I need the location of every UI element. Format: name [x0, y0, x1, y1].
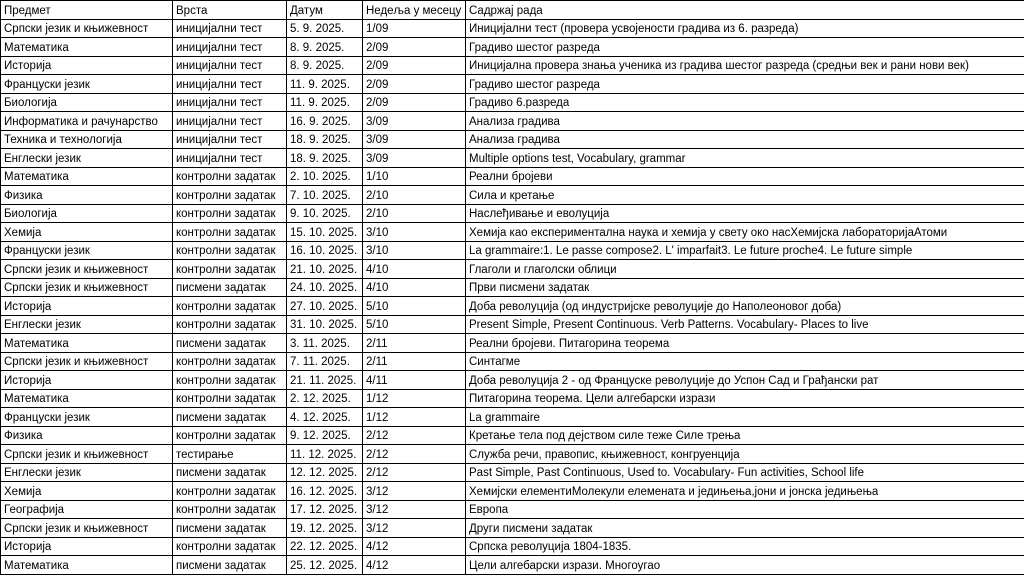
- cell-content[interactable]: Европа: [466, 500, 1024, 519]
- cell-date[interactable]: 7. 10. 2025.: [287, 186, 363, 205]
- cell-type[interactable]: контролни задатак: [173, 389, 287, 408]
- table-row: [1, 112, 1024, 131]
- table-row: [1, 426, 1024, 445]
- cell-subject[interactable]: Хемија: [1, 482, 173, 501]
- table-row: [1, 19, 1024, 38]
- cell-content[interactable]: Multiple options test, Vocabulary, grammar: [466, 149, 1024, 168]
- cell-content[interactable]: Кретање тела под дејством силе теже Силе трења: [466, 426, 1024, 445]
- cell-week[interactable]: 4/12: [363, 556, 466, 575]
- cell-content[interactable]: Градиво 6.разреда: [466, 93, 1024, 112]
- cell-date[interactable]: 9. 10. 2025.: [287, 204, 363, 223]
- cell-week[interactable]: 3/09: [363, 130, 466, 149]
- cell-type[interactable]: контролни задатак: [173, 260, 287, 279]
- cell-date[interactable]: 21. 11. 2025.: [287, 371, 363, 390]
- cell-type[interactable]: контролни задатак: [173, 371, 287, 390]
- table-row: [1, 75, 1024, 94]
- table-row: [1, 500, 1024, 519]
- table-row: [1, 408, 1024, 427]
- cell-content[interactable]: Анализа градива: [466, 112, 1024, 131]
- cell-week[interactable]: 2/11: [363, 352, 466, 371]
- cell-subject[interactable]: Француски језик: [1, 75, 173, 94]
- cell-content[interactable]: Иницијална провера знања ученика из градива шестог разреда (средњи век и рани нови век): [466, 56, 1024, 75]
- cell-week[interactable]: 3/09: [363, 149, 466, 168]
- cell-week[interactable]: 4/10: [363, 260, 466, 279]
- cell-type[interactable]: контролни задатак: [173, 204, 287, 223]
- cell-subject[interactable]: Техника и технологија: [1, 130, 173, 149]
- cell-content[interactable]: Хемија као експериментална наука и хемија у свету око насХемијска лабораторијаАтоми: [466, 223, 1024, 242]
- cell-date[interactable]: 18. 9. 2025.: [287, 130, 363, 149]
- cell-week[interactable]: 5/10: [363, 297, 466, 316]
- cell-week[interactable]: 3/09: [363, 112, 466, 131]
- cell-subject[interactable]: Француски језик: [1, 408, 173, 427]
- cell-type[interactable]: иницијални тест: [173, 130, 287, 149]
- table-row: [1, 278, 1024, 297]
- table-body: [1, 1, 1024, 575]
- header-subject[interactable]: Предмет: [1, 1, 173, 20]
- cell-content[interactable]: Иницијални тест (провера усвојености градива из 6. разреда): [466, 19, 1024, 38]
- table-row: [1, 315, 1024, 334]
- header-row: [1, 1, 1024, 20]
- cell-content[interactable]: Хемијски елементиМолекули елемената и једињења,јони и јонска једињења: [466, 482, 1024, 501]
- table-row: [1, 556, 1024, 575]
- table-row: [1, 130, 1024, 149]
- cell-date[interactable]: 8. 9. 2025.: [287, 56, 363, 75]
- cell-content[interactable]: Наслеђивање и еволуција: [466, 204, 1024, 223]
- cell-date[interactable]: 2. 10. 2025.: [287, 167, 363, 186]
- cell-subject[interactable]: Српски језик и књижевност: [1, 445, 173, 464]
- cell-date[interactable]: 25. 12. 2025.: [287, 556, 363, 575]
- table-row: [1, 389, 1024, 408]
- cell-date[interactable]: 24. 10. 2025.: [287, 278, 363, 297]
- header-week[interactable]: Недеља у месецу: [363, 1, 466, 20]
- cell-date[interactable]: 11. 12. 2025.: [287, 445, 363, 464]
- cell-type[interactable]: иницијални тест: [173, 93, 287, 112]
- cell-subject[interactable]: Географија: [1, 500, 173, 519]
- cell-week[interactable]: 1/10: [363, 167, 466, 186]
- cell-date[interactable]: 2. 12. 2025.: [287, 389, 363, 408]
- cell-date[interactable]: 22. 12. 2025.: [287, 537, 363, 556]
- cell-type[interactable]: писмени задатак: [173, 556, 287, 575]
- table-row: [1, 241, 1024, 260]
- cell-date[interactable]: 7. 11. 2025.: [287, 352, 363, 371]
- cell-type[interactable]: писмени задатак: [173, 334, 287, 353]
- cell-type[interactable]: контролни задатак: [173, 537, 287, 556]
- cell-date[interactable]: 15. 10. 2025.: [287, 223, 363, 242]
- cell-content[interactable]: Цели алгебарски изрази. Многоугао: [466, 556, 1024, 575]
- header-content[interactable]: Садржај рада: [466, 1, 1024, 20]
- cell-content[interactable]: Доба револуција 2 - од Француске револуције до Успон Сад и Грађански рат: [466, 371, 1024, 390]
- cell-date[interactable]: 9. 12. 2025.: [287, 426, 363, 445]
- cell-week[interactable]: 3/12: [363, 500, 466, 519]
- table-row: [1, 297, 1024, 316]
- cell-subject[interactable]: Физика: [1, 186, 173, 205]
- cell-content[interactable]: La grammaire:1. Le passe compose2. L' imparfait3. Le future proche4. Le future simple: [466, 241, 1024, 260]
- cell-content[interactable]: Српска револуција 1804-1835.: [466, 537, 1024, 556]
- cell-subject[interactable]: Биологија: [1, 204, 173, 223]
- cell-type[interactable]: писмени задатак: [173, 463, 287, 482]
- cell-date[interactable]: 4. 12. 2025.: [287, 408, 363, 427]
- cell-type[interactable]: контролни задатак: [173, 352, 287, 371]
- cell-date[interactable]: 21. 10. 2025.: [287, 260, 363, 279]
- cell-subject[interactable]: Историја: [1, 537, 173, 556]
- cell-week[interactable]: 3/12: [363, 482, 466, 501]
- cell-date[interactable]: 17. 12. 2025.: [287, 500, 363, 519]
- cell-type[interactable]: иницијални тест: [173, 75, 287, 94]
- cell-subject[interactable]: Математика: [1, 334, 173, 353]
- cell-subject[interactable]: Историја: [1, 56, 173, 75]
- table-row: [1, 519, 1024, 538]
- table-row: [1, 56, 1024, 75]
- cell-content[interactable]: Први писмени задатак: [466, 278, 1024, 297]
- cell-content[interactable]: Питагорина теорема. Цели алгебарски изрази: [466, 389, 1024, 408]
- cell-content[interactable]: Present Simple, Present Continuous. Verb Patterns. Vocabulary- Places to live: [466, 315, 1024, 334]
- cell-content[interactable]: Градиво шестог разреда: [466, 75, 1024, 94]
- header-date[interactable]: Датум: [287, 1, 363, 20]
- cell-week[interactable]: 3/10: [363, 241, 466, 260]
- cell-date[interactable]: 11. 9. 2025.: [287, 93, 363, 112]
- table-row: [1, 38, 1024, 57]
- table-row: [1, 167, 1024, 186]
- cell-week[interactable]: 2/10: [363, 186, 466, 205]
- cell-week[interactable]: 2/09: [363, 93, 466, 112]
- cell-content[interactable]: Past Simple, Past Continuous, Used to. Vocabulary- Fun activities, School life: [466, 463, 1024, 482]
- cell-week[interactable]: 4/12: [363, 537, 466, 556]
- cell-date[interactable]: 16. 12. 2025.: [287, 482, 363, 501]
- table-row: [1, 445, 1024, 464]
- cell-subject[interactable]: Српски језик и књижевност: [1, 278, 173, 297]
- cell-type[interactable]: контролни задатак: [173, 241, 287, 260]
- cell-subject[interactable]: Француски језик: [1, 241, 173, 260]
- cell-type[interactable]: контролни задатак: [173, 297, 287, 316]
- cell-content[interactable]: Служба речи, правопис, књижевност, конгруенција: [466, 445, 1024, 464]
- cell-type[interactable]: контролни задатак: [173, 315, 287, 334]
- cell-date[interactable]: 3. 11. 2025.: [287, 334, 363, 353]
- cell-week[interactable]: 1/12: [363, 389, 466, 408]
- header-type[interactable]: Врста: [173, 1, 287, 20]
- cell-type[interactable]: контролни задатак: [173, 500, 287, 519]
- cell-subject[interactable]: Хемија: [1, 223, 173, 242]
- cell-week[interactable]: 2/12: [363, 463, 466, 482]
- cell-week[interactable]: 2/12: [363, 445, 466, 464]
- cell-week[interactable]: 4/11: [363, 371, 466, 390]
- cell-content[interactable]: Реални бројеви: [466, 167, 1024, 186]
- cell-date[interactable]: 16. 10. 2025.: [287, 241, 363, 260]
- table-row: [1, 149, 1024, 168]
- cell-date[interactable]: 19. 12. 2025.: [287, 519, 363, 538]
- cell-content[interactable]: Градиво шестог разреда: [466, 38, 1024, 57]
- cell-type[interactable]: писмени задатак: [173, 278, 287, 297]
- cell-date[interactable]: 18. 9. 2025.: [287, 149, 363, 168]
- table-row: [1, 537, 1024, 556]
- cell-date[interactable]: 31. 10. 2025.: [287, 315, 363, 334]
- table-row: [1, 186, 1024, 205]
- cell-week[interactable]: 2/09: [363, 56, 466, 75]
- cell-type[interactable]: иницијални тест: [173, 112, 287, 131]
- cell-content[interactable]: Други писмени задатак: [466, 519, 1024, 538]
- table-row: [1, 260, 1024, 279]
- cell-subject[interactable]: Српски језик и књижевност: [1, 352, 173, 371]
- cell-type[interactable]: контролни задатак: [173, 186, 287, 205]
- cell-type[interactable]: контролни задатак: [173, 482, 287, 501]
- cell-subject[interactable]: Српски језик и књижевност: [1, 519, 173, 538]
- cell-subject[interactable]: Историја: [1, 297, 173, 316]
- cell-week[interactable]: 4/10: [363, 278, 466, 297]
- cell-content[interactable]: La grammaire: [466, 408, 1024, 427]
- cell-type[interactable]: иницијални тест: [173, 56, 287, 75]
- table-row: [1, 93, 1024, 112]
- table-row: [1, 352, 1024, 371]
- cell-content[interactable]: Анализа градива: [466, 130, 1024, 149]
- cell-subject[interactable]: Математика: [1, 556, 173, 575]
- cell-date[interactable]: 8. 9. 2025.: [287, 38, 363, 57]
- cell-week[interactable]: 3/10: [363, 223, 466, 242]
- cell-subject[interactable]: Математика: [1, 38, 173, 57]
- cell-week[interactable]: 1/09: [363, 19, 466, 38]
- cell-week[interactable]: 3/12: [363, 519, 466, 538]
- cell-subject[interactable]: Енглески језик: [1, 149, 173, 168]
- cell-subject[interactable]: Историја: [1, 371, 173, 390]
- cell-content[interactable]: Сила и кретање: [466, 186, 1024, 205]
- cell-type[interactable]: иницијални тест: [173, 149, 287, 168]
- table-row: [1, 334, 1024, 353]
- cell-date[interactable]: 16. 9. 2025.: [287, 112, 363, 131]
- cell-week[interactable]: 2/09: [363, 38, 466, 57]
- cell-subject[interactable]: Биологија: [1, 93, 173, 112]
- cell-subject[interactable]: Информатика и рачунарство: [1, 112, 173, 131]
- cell-type[interactable]: писмени задатак: [173, 408, 287, 427]
- table-row: [1, 482, 1024, 501]
- cell-subject[interactable]: Српски језик и књижевност: [1, 19, 173, 38]
- table-row: [1, 371, 1024, 390]
- cell-date[interactable]: 12. 12. 2025.: [287, 463, 363, 482]
- cell-type[interactable]: контролни задатак: [173, 167, 287, 186]
- cell-subject[interactable]: Физика: [1, 426, 173, 445]
- cell-subject[interactable]: Математика: [1, 167, 173, 186]
- cell-date[interactable]: 5. 9. 2025.: [287, 19, 363, 38]
- cell-type[interactable]: контролни задатак: [173, 223, 287, 242]
- table-row: [1, 223, 1024, 242]
- cell-date[interactable]: 27. 10. 2025.: [287, 297, 363, 316]
- cell-content[interactable]: Синтагме: [466, 352, 1024, 371]
- cell-week[interactable]: 2/12: [363, 426, 466, 445]
- cell-subject[interactable]: Енглески језик: [1, 463, 173, 482]
- cell-week[interactable]: 5/10: [363, 315, 466, 334]
- cell-subject[interactable]: Математика: [1, 389, 173, 408]
- cell-type[interactable]: писмени задатак: [173, 519, 287, 538]
- cell-week[interactable]: 2/10: [363, 204, 466, 223]
- cell-week[interactable]: 1/12: [363, 408, 466, 427]
- table-row: [1, 204, 1024, 223]
- cell-week[interactable]: 2/11: [363, 334, 466, 353]
- cell-type[interactable]: иницијални тест: [173, 38, 287, 57]
- cell-content[interactable]: Глаголи и глаголски облици: [466, 260, 1024, 279]
- cell-date[interactable]: 11. 9. 2025.: [287, 75, 363, 94]
- cell-week[interactable]: 2/09: [363, 75, 466, 94]
- cell-type[interactable]: иницијални тест: [173, 19, 287, 38]
- cell-content[interactable]: Реални бројеви. Питагорина теорема: [466, 334, 1024, 353]
- cell-content[interactable]: Доба револуција (од индустријске револуције до Наполеоновог доба): [466, 297, 1024, 316]
- cell-subject[interactable]: Енглески језик: [1, 315, 173, 334]
- table-row: [1, 463, 1024, 482]
- cell-type[interactable]: тестирање: [173, 445, 287, 464]
- cell-subject[interactable]: Српски језик и књижевност: [1, 260, 173, 279]
- cell-type[interactable]: контролни задатак: [173, 426, 287, 445]
